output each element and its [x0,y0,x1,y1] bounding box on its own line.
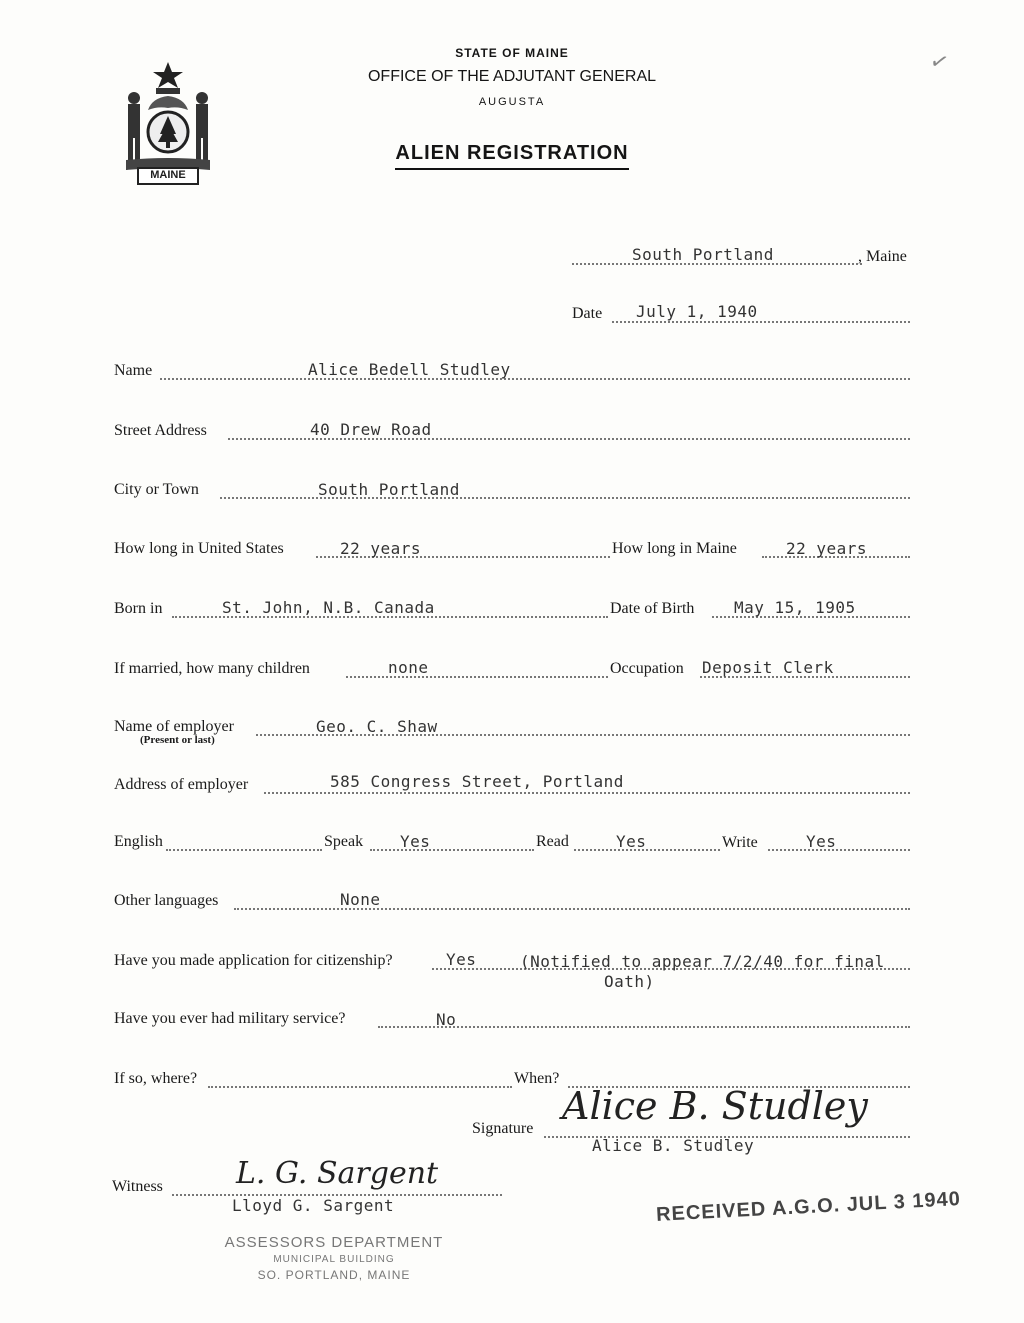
citizenship-note-line1: (Notified to appear 7/2/40 for final [520,952,885,971]
place-value: South Portland [632,245,774,264]
how-long-maine-label: How long in Maine [612,540,737,557]
military-label: Have you ever had military service? [114,1010,346,1027]
how-long-maine-value: 22 years [786,539,868,558]
assessors-stamp-line1: ASSESSORS DEPARTMENT [224,1234,444,1251]
employer-value: Geo. C. Shaw [316,717,438,736]
where-label: If so, where? [114,1070,198,1087]
witness-label: Witness [112,1178,163,1195]
date-of-birth-value: May 15, 1905 [734,598,856,617]
read-label: Read [536,833,569,850]
citizenship-note-line2: Oath) [604,972,655,991]
place-suffix: , Maine [858,248,907,265]
city-town-value: South Portland [318,480,460,499]
occupation-label: Occupation [610,660,684,677]
employer-address-label: Address of employer [114,776,249,793]
children-value: none [388,658,429,677]
born-in-value: St. John, N.B. Canada [222,598,435,617]
write-value: Yes [806,832,837,851]
english-label: English [114,833,163,850]
military-value: No [436,1010,457,1029]
signature-handwritten: Alice B. Studley [562,1084,868,1128]
date-of-birth-label: Date of Birth [610,600,695,617]
assessors-stamp-line2: MUNICIPAL BUILDING [273,1254,395,1265]
when-label: When? [514,1070,560,1087]
speak-value: Yes [400,832,431,851]
employer-sublabel: (Present or last) [140,734,215,746]
check-mark: ✓ [927,48,952,77]
read-value: Yes [616,832,647,851]
date-value: July 1, 1940 [636,302,758,321]
occupation-value: Deposit Clerk [702,658,834,677]
employer-label: Name of employer [114,718,234,735]
witness-handwritten: L. G. Sargent [236,1156,439,1191]
signature-label: Signature [472,1120,534,1137]
street-address-value: 40 Drew Road [310,420,432,439]
date-label: Date [572,305,603,322]
name-label: Name [114,362,153,379]
state-seal-icon [112,58,224,188]
document-title-text: ALIEN REGISTRATION [395,142,628,170]
witness-typed: Lloyd G. Sargent [232,1196,395,1215]
born-in-label: Born in [114,600,163,617]
street-address-label: Street Address [114,422,207,439]
citizenship-value: Yes [446,950,477,969]
header-state: STATE OF MAINE [455,46,569,60]
write-label: Write [722,834,758,851]
city-town-label: City or Town [114,481,199,498]
how-long-us-label: How long in United States [114,540,284,557]
employer-address-value: 585 Congress Street, Portland [330,772,624,791]
header-office: OFFICE OF THE ADJUTANT GENERAL [367,68,657,85]
other-languages-value: None [340,890,381,909]
received-stamp: RECEIVED A.G.O. JUL 3 1940 [655,1188,962,1226]
seal-text: MAINE [150,169,186,181]
speak-label: Speak [324,833,364,850]
name-value: Alice Bedell Studley [308,360,511,379]
how-long-us-value: 22 years [340,539,422,558]
assessors-stamp-line3: SO. PORTLAND, MAINE [257,1268,411,1282]
header-city: AUGUSTA [478,96,546,108]
children-label: If married, how many children [114,660,310,677]
citizenship-label: Have you made application for citizenship? [114,952,393,969]
other-languages-label: Other languages [114,892,219,909]
signature-typed: Alice B. Studley [592,1136,755,1155]
